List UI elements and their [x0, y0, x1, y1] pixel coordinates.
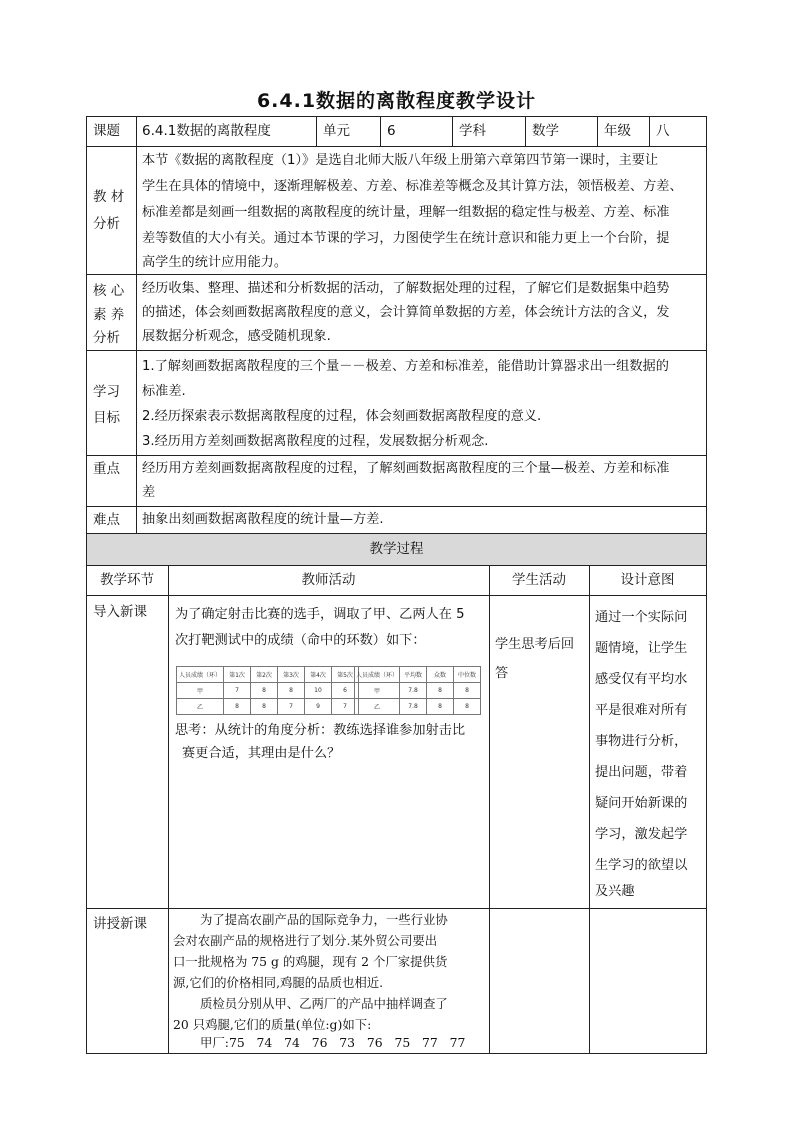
material-label: 分析 — [93, 216, 120, 232]
material-text: 标准差都是刻画一组数据的离散程度的统计量，理解一组数据的稳定性与极差、方差、标准 — [142, 205, 670, 220]
intro-intent-text: 提出问题，带着 — [595, 765, 688, 780]
table-border — [525, 116, 526, 146]
table-row — [355, 683, 481, 699]
material-text: 本节《数据的离散程度（1）》是选自北师大版八年级上册第六章第四节第一课时，主要让 — [142, 153, 659, 168]
goals-label: 目标 — [93, 410, 120, 426]
table-header-cell: 第4次 — [305, 667, 332, 683]
table-border — [489, 565, 490, 1054]
table-header-cell: 中位数 — [454, 667, 481, 683]
table-border — [597, 116, 598, 146]
table-row — [177, 683, 359, 699]
table-border — [86, 1053, 707, 1054]
table-header-cell: 平均数 — [400, 667, 427, 683]
table-border — [168, 565, 169, 1054]
table-cell: 8 — [251, 699, 278, 715]
table-header-cell: 第3次 — [278, 667, 305, 683]
table-border — [86, 116, 707, 117]
material-text: 差等数值的大小有关。通过本节课的学习，力图使学生在统计意识和能力更上一个台阶，提 — [142, 231, 670, 246]
table-border — [86, 506, 707, 507]
grade-value: 八 — [656, 123, 670, 139]
table-cell: 8 — [427, 699, 454, 715]
table-border — [86, 146, 707, 147]
table-header-cell: 众数 — [427, 667, 454, 683]
table-cell: 7.8 — [400, 699, 427, 715]
intro-student-text: 答 — [495, 666, 509, 681]
table-border — [649, 116, 650, 146]
intro-student-text: 学生思考后回 — [495, 637, 575, 652]
unit-key: 单元 — [323, 123, 350, 139]
intro-intent-text: 疑问开始新课的 — [595, 796, 688, 811]
table-cell: 7 — [332, 699, 359, 715]
lecture-text: 20 只鸡腿,它们的质量(单位:g)如下: — [173, 1017, 372, 1032]
table-border — [86, 350, 707, 351]
table-cell: 8 — [224, 699, 251, 715]
lecture-stage: 讲授新课 — [93, 916, 147, 932]
lecture-text: 质检员分别从甲、乙两厂的产品中抽样调查了 — [200, 996, 448, 1011]
table-border — [86, 274, 707, 275]
table-header-cell: 人员成绩（环） — [177, 667, 224, 683]
goals-text: 2.经历探索表示数据离散程度的过程，体会刻画数据离散程度的意义. — [142, 409, 542, 424]
table-cell: 7 — [278, 699, 305, 715]
lecture-text: 源,它们的价格相同,鸡腿的品质也相近. — [173, 975, 384, 990]
goals-text: 3.经历用方差刻画数据离散程度的过程，发展数据分析观念. — [142, 434, 489, 449]
keypoint-text: 差 — [142, 485, 156, 500]
literacy-label: 核 心 — [93, 283, 125, 299]
score-table — [176, 666, 359, 715]
col-teacher: 教师活动 — [301, 572, 356, 588]
intro-intent-text: 题情境，让学生 — [595, 641, 688, 656]
table-cell: 8 — [454, 683, 481, 699]
table-border — [706, 533, 707, 1054]
table-border — [452, 116, 453, 146]
subject-value: 数学 — [532, 123, 559, 139]
material-text: 高学生的统计应用能力。 — [142, 255, 288, 270]
literacy-text: 展数据分析观念，感受随机现象. — [142, 329, 331, 344]
subject-key: 学科 — [459, 123, 486, 139]
intro-think-text: 思考：从统计的角度分析：教练选择谁参加射击比 — [175, 723, 466, 738]
table-cell: 9 — [305, 699, 332, 715]
table-header-cell: 人员成绩（环） — [355, 667, 400, 683]
table-cell: 7.8 — [400, 683, 427, 699]
process-header: 教学过程 — [369, 541, 424, 557]
topic-value: 6.4.1数据的离散程度 — [142, 123, 271, 139]
table-cell: 乙 — [355, 699, 400, 715]
intro-intent-text: 学习，激发起学 — [595, 827, 688, 842]
goals-text: 1.了解刻画数据离散程度的三个量－－极差、方差和标准差，能借助计算器求出一组数据的 — [142, 359, 669, 374]
literacy-text: 经历收集、整理、描述和分析数据的活动，了解数据处理的过程，了解它们是数据集中趋势 — [142, 281, 670, 296]
table-cell: 8 — [251, 683, 278, 699]
table-row — [177, 699, 359, 715]
difficulty-text: 抽象出刻画数据离散程度的统计量—方差. — [142, 512, 384, 527]
intro-intent-text: 平是很难对所有 — [595, 703, 688, 718]
keypoint-label: 重点 — [93, 461, 120, 477]
document-title: 6.4.1数据的离散程度教学设计 — [256, 90, 537, 112]
table-border — [86, 595, 707, 596]
intro-intent-text: 感受仅有平均水 — [595, 672, 688, 687]
keypoint-text: 经历用方差刻画数据离散程度的过程，了解刻画数据离散程度的三个量—极差、方差和标准 — [142, 461, 670, 476]
intro-teacher-text: 为了确定射击比赛的选手，调取了甲、乙两人在 5 — [175, 607, 465, 622]
table-cell: 10 — [305, 683, 332, 699]
table-cell: 7 — [224, 683, 251, 699]
literacy-label: 分析 — [93, 330, 120, 346]
lecture-text: 甲厂:75 74 74 76 73 76 75 77 77 — [200, 1035, 466, 1050]
lecture-text: 口一批规格为 75 g 的鸡腿，现有 2 个厂家提供货 — [173, 954, 448, 969]
table-row — [355, 699, 481, 715]
table-cell: 8 — [427, 683, 454, 699]
table-border — [136, 116, 137, 533]
intro-intent-text: 通过一个实际问 — [595, 610, 688, 625]
intro-intent-text: 及兴趣 — [595, 884, 635, 899]
summary-table — [354, 666, 481, 715]
material-text: 学生在具体的情境中，逐渐理解极差、方差、标准差等概念及其计算方法，领悟极差、方差、 — [142, 179, 683, 194]
literacy-label: 素 养 — [93, 307, 125, 323]
table-cell: 甲 — [355, 683, 400, 699]
table-cell: 8 — [454, 699, 481, 715]
lecture-text: 为了提高农副产品的国际竞争力，一些行业协 — [200, 912, 448, 927]
col-stage: 教学环节 — [100, 572, 154, 588]
table-header-cell: 第2次 — [251, 667, 278, 683]
goals-text: 标准差. — [142, 384, 186, 399]
unit-value: 6 — [387, 123, 396, 139]
table-cell: 乙 — [177, 699, 224, 715]
grade-key: 年级 — [604, 123, 631, 139]
table-header-cell: 第1次 — [224, 667, 251, 683]
col-student: 学生活动 — [512, 572, 566, 588]
material-label: 教 材 — [93, 189, 125, 205]
table-border — [86, 116, 87, 533]
intro-teacher-text: 次打靶测试中的成绩（命中的环数）如下： — [175, 633, 426, 648]
col-intent: 设计意图 — [620, 572, 675, 588]
topic-key: 课题 — [93, 123, 120, 139]
table-border — [86, 565, 707, 566]
lecture-text: 会对农副产品的规格进行了划分.某外贸公司要出 — [173, 933, 438, 948]
intro-intent-text: 生学习的欲望以 — [595, 858, 688, 873]
intro-intent-text: 事物进行分析， — [595, 734, 688, 749]
intro-think-text: 赛更合适，其理由是什么？ — [182, 746, 341, 761]
table-cell: 8 — [278, 683, 305, 699]
table-cell: 6 — [332, 683, 359, 699]
table-cell: 甲 — [177, 683, 224, 699]
table-border — [86, 533, 87, 1054]
table-border — [316, 116, 317, 146]
difficulty-label: 难点 — [93, 512, 120, 528]
table-border — [86, 455, 707, 456]
table-border — [380, 116, 381, 146]
literacy-text: 的描述，体会刻画数据离散程度的意义，会计算简单数据的方差，体会统计方法的含义，发 — [142, 305, 670, 320]
intro-stage: 导入新课 — [93, 604, 147, 620]
table-border — [706, 116, 707, 533]
table-border — [589, 565, 590, 1054]
goals-label: 学习 — [93, 384, 120, 400]
table-header-cell: 第5次 — [332, 667, 359, 683]
